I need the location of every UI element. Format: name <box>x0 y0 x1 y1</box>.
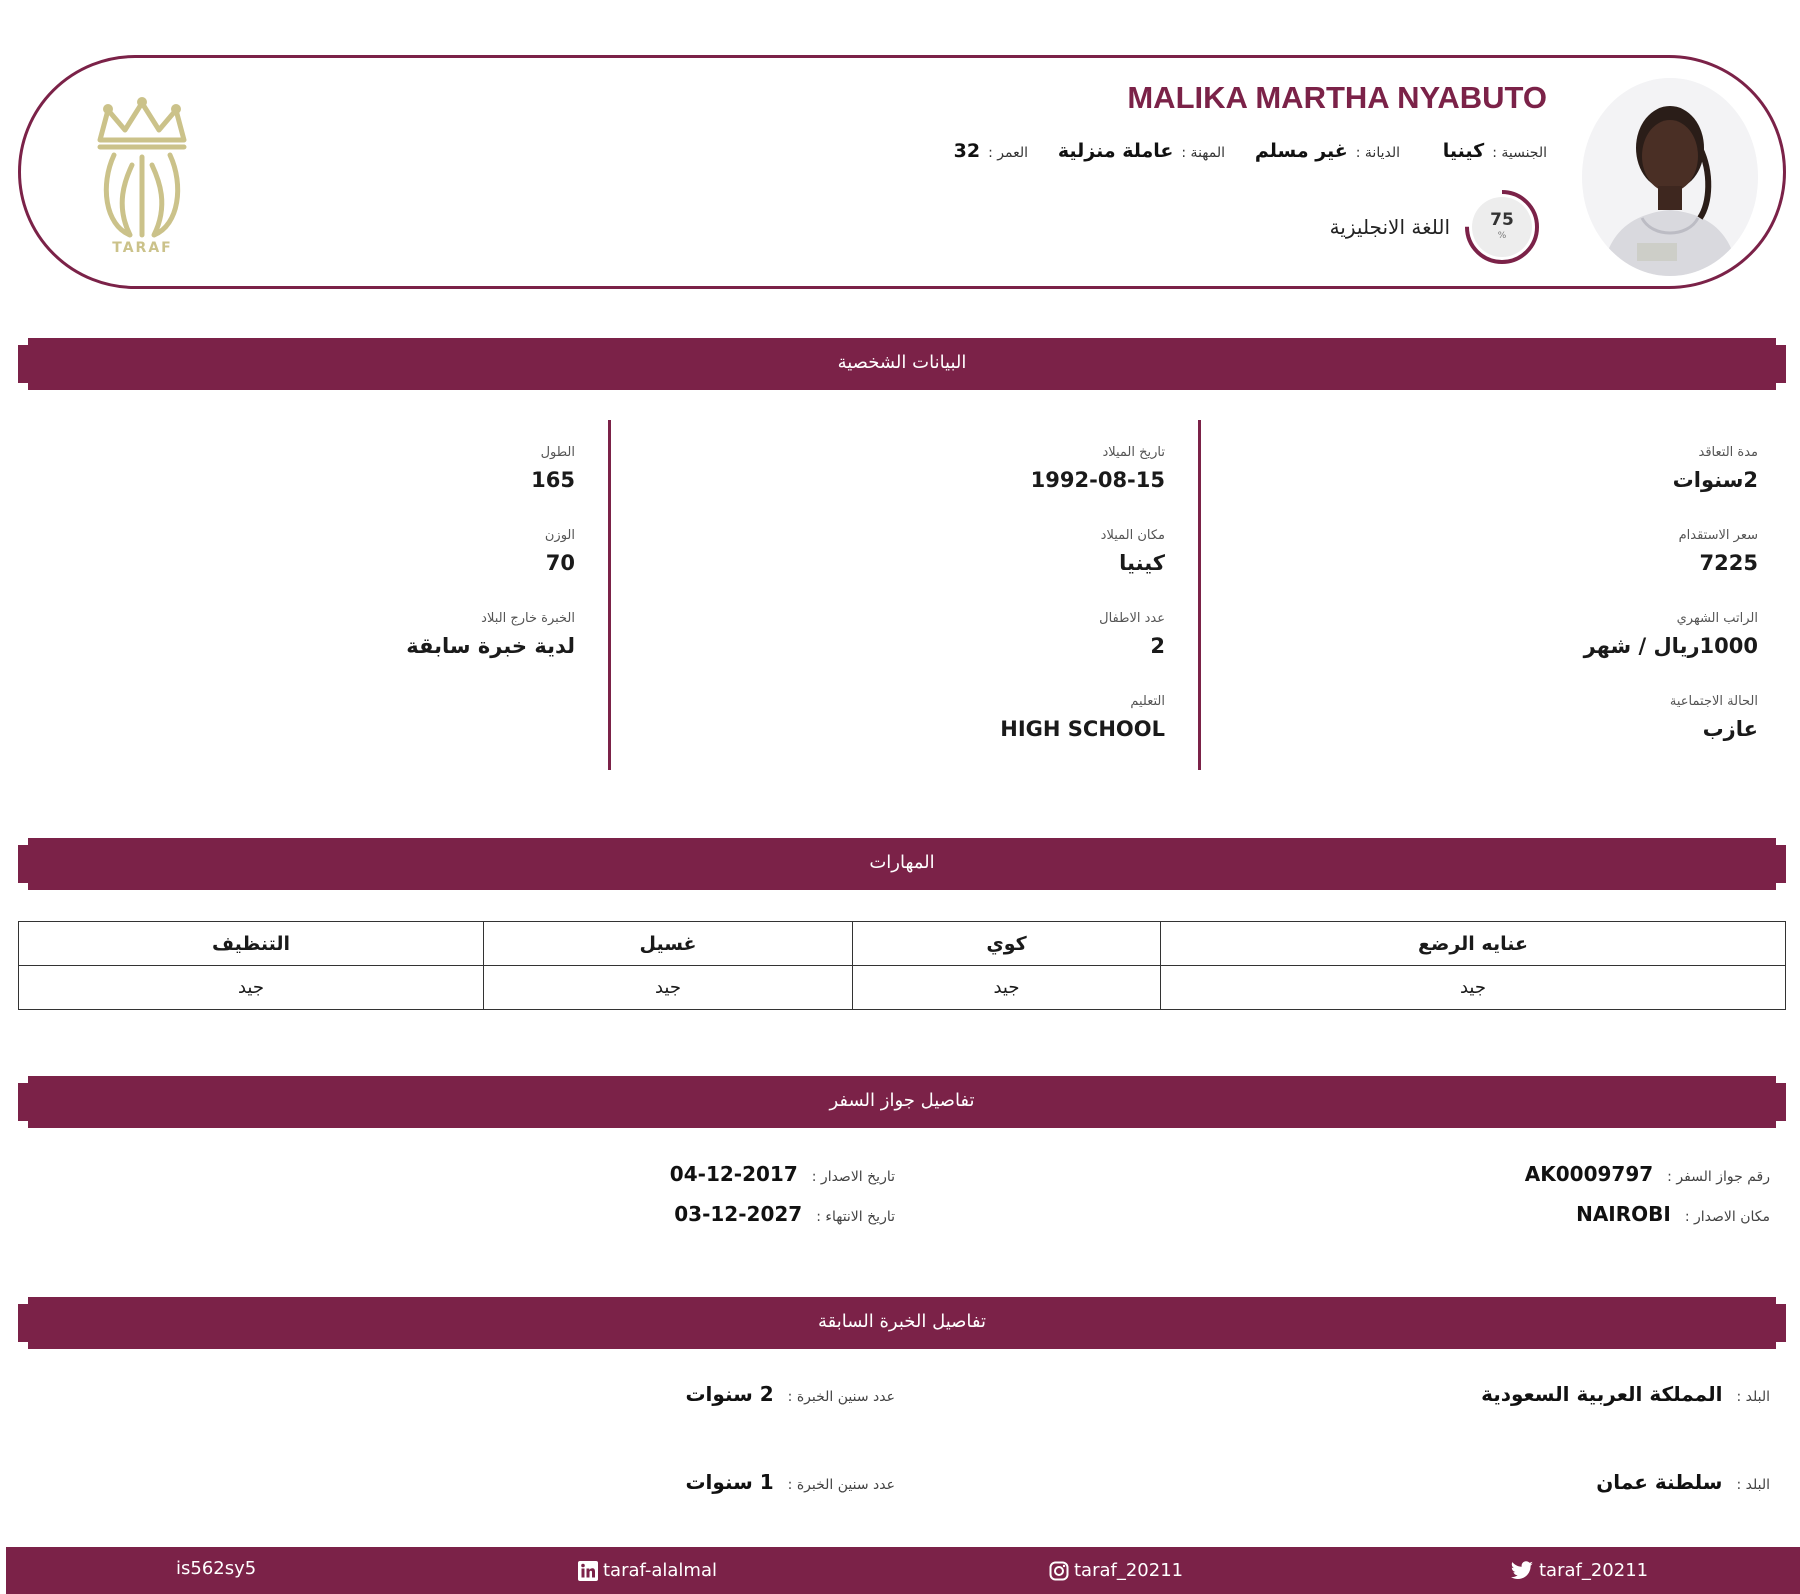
taraf-logo: TARAF <box>80 95 205 260</box>
personal-data-banner: البيانات الشخصية <box>18 338 1786 390</box>
experience-years-field: عدد سنين الخبرة :2 سنوات <box>685 1382 895 1406</box>
twitter-link[interactable] <box>1510 1560 1648 1581</box>
education-label: التعليم <box>1130 694 1165 709</box>
religion-field: الديانة :غير مسلم <box>1254 140 1400 162</box>
instagram-icon <box>1049 1561 1069 1581</box>
instagram-link[interactable] <box>1049 1560 1183 1581</box>
skill-level: جيد <box>853 966 1161 1010</box>
experience-country-field: البلد :المملكة العربية السعودية <box>1481 1382 1770 1406</box>
column-divider <box>1198 420 1201 770</box>
language-label: اللغة الانجليزية <box>1329 215 1450 239</box>
instagram-handle: taraf_20211 <box>1074 1560 1184 1581</box>
passport-expiry-field: تاريخ الانتهاء :2027-12-03 <box>674 1202 895 1226</box>
salary-label: الراتب الشهري <box>1676 611 1758 626</box>
skill-header: كوي <box>853 922 1161 966</box>
passport-banner: تفاصيل جواز السفر <box>18 1076 1786 1128</box>
passport-number-field: رقم جواز السفر :AK0009797 <box>1524 1162 1770 1186</box>
twitter-handle: taraf_20211 <box>1539 1560 1649 1581</box>
marital-value: عازب <box>1702 717 1758 741</box>
nationality-field: الجنسية :كينيا <box>1442 140 1547 162</box>
abroad-experience-label: الخبرة خارج البلاد <box>481 611 575 626</box>
passport-place-field: مكان الاصدار :NAIROBI <box>1576 1202 1770 1226</box>
abroad-experience-value: لدية خبرة سابقة <box>406 634 575 658</box>
twitter-icon <box>1510 1561 1534 1581</box>
height-value: 165 <box>531 468 575 492</box>
linkedin-icon <box>578 1561 598 1581</box>
contract-label: مدة التعاقد <box>1698 445 1758 460</box>
skill-level: جيد <box>1161 966 1786 1010</box>
children-value: 2 <box>1150 634 1165 658</box>
worker-name: MALIKA MARTHA NYABUTO <box>1127 80 1547 115</box>
table-row <box>19 922 1786 966</box>
skills-banner: المهارات <box>18 838 1786 890</box>
height-label: الطول <box>540 445 575 460</box>
age-field: العمر :32 <box>953 140 1028 162</box>
weight-label: الوزن <box>544 528 575 543</box>
profile-photo <box>1582 78 1758 276</box>
language-percent-unit: % <box>1497 231 1507 241</box>
recruit-price-value: 7225 <box>1699 551 1758 575</box>
reference-code: is562sy5 <box>176 1558 257 1579</box>
skill-header: التنظيف <box>19 922 484 966</box>
experience-years-field: عدد سنين الخبرة :1 سنوات <box>685 1470 895 1494</box>
contract-value: 2سنوات <box>1672 468 1758 492</box>
skill-level: جيد <box>19 966 484 1010</box>
language-percent: 75 <box>1490 210 1514 230</box>
birthplace-label: مكان الميلاد <box>1100 528 1165 543</box>
dob-value: 1992-08-15 <box>1030 468 1165 492</box>
table-row <box>19 966 1786 1010</box>
dob-label: تاريخ الميلاد <box>1102 445 1165 460</box>
children-label: عدد الاطفال <box>1099 611 1165 626</box>
birthplace-value: كينيا <box>1119 551 1165 575</box>
footer-bar <box>6 1547 1800 1594</box>
skill-level: جيد <box>484 966 853 1010</box>
linkedin-link[interactable] <box>578 1560 717 1581</box>
experience-country-field: البلد :سلطنة عمان <box>1596 1470 1770 1494</box>
skills-table <box>18 921 1786 1010</box>
linkedin-handle: taraf-alalmal <box>603 1560 717 1581</box>
marital-label: الحالة الاجتماعية <box>1669 694 1758 709</box>
skill-header: عنايه الرضع <box>1161 922 1786 966</box>
profession-field: المهنة :عاملة منزلية <box>1057 140 1225 162</box>
column-divider <box>608 420 611 770</box>
experience-banner: تفاصيل الخبرة السابقة <box>18 1297 1786 1349</box>
passport-issue-field: تاريخ الاصدار :2017-12-04 <box>669 1162 895 1186</box>
skill-header: غسيل <box>484 922 853 966</box>
salary-value: 1000ريال / شهر <box>1583 634 1758 658</box>
education-value: HIGH SCHOOL <box>1000 717 1165 741</box>
recruit-price-label: سعر الاستقدام <box>1678 528 1758 543</box>
weight-value: 70 <box>545 551 575 575</box>
